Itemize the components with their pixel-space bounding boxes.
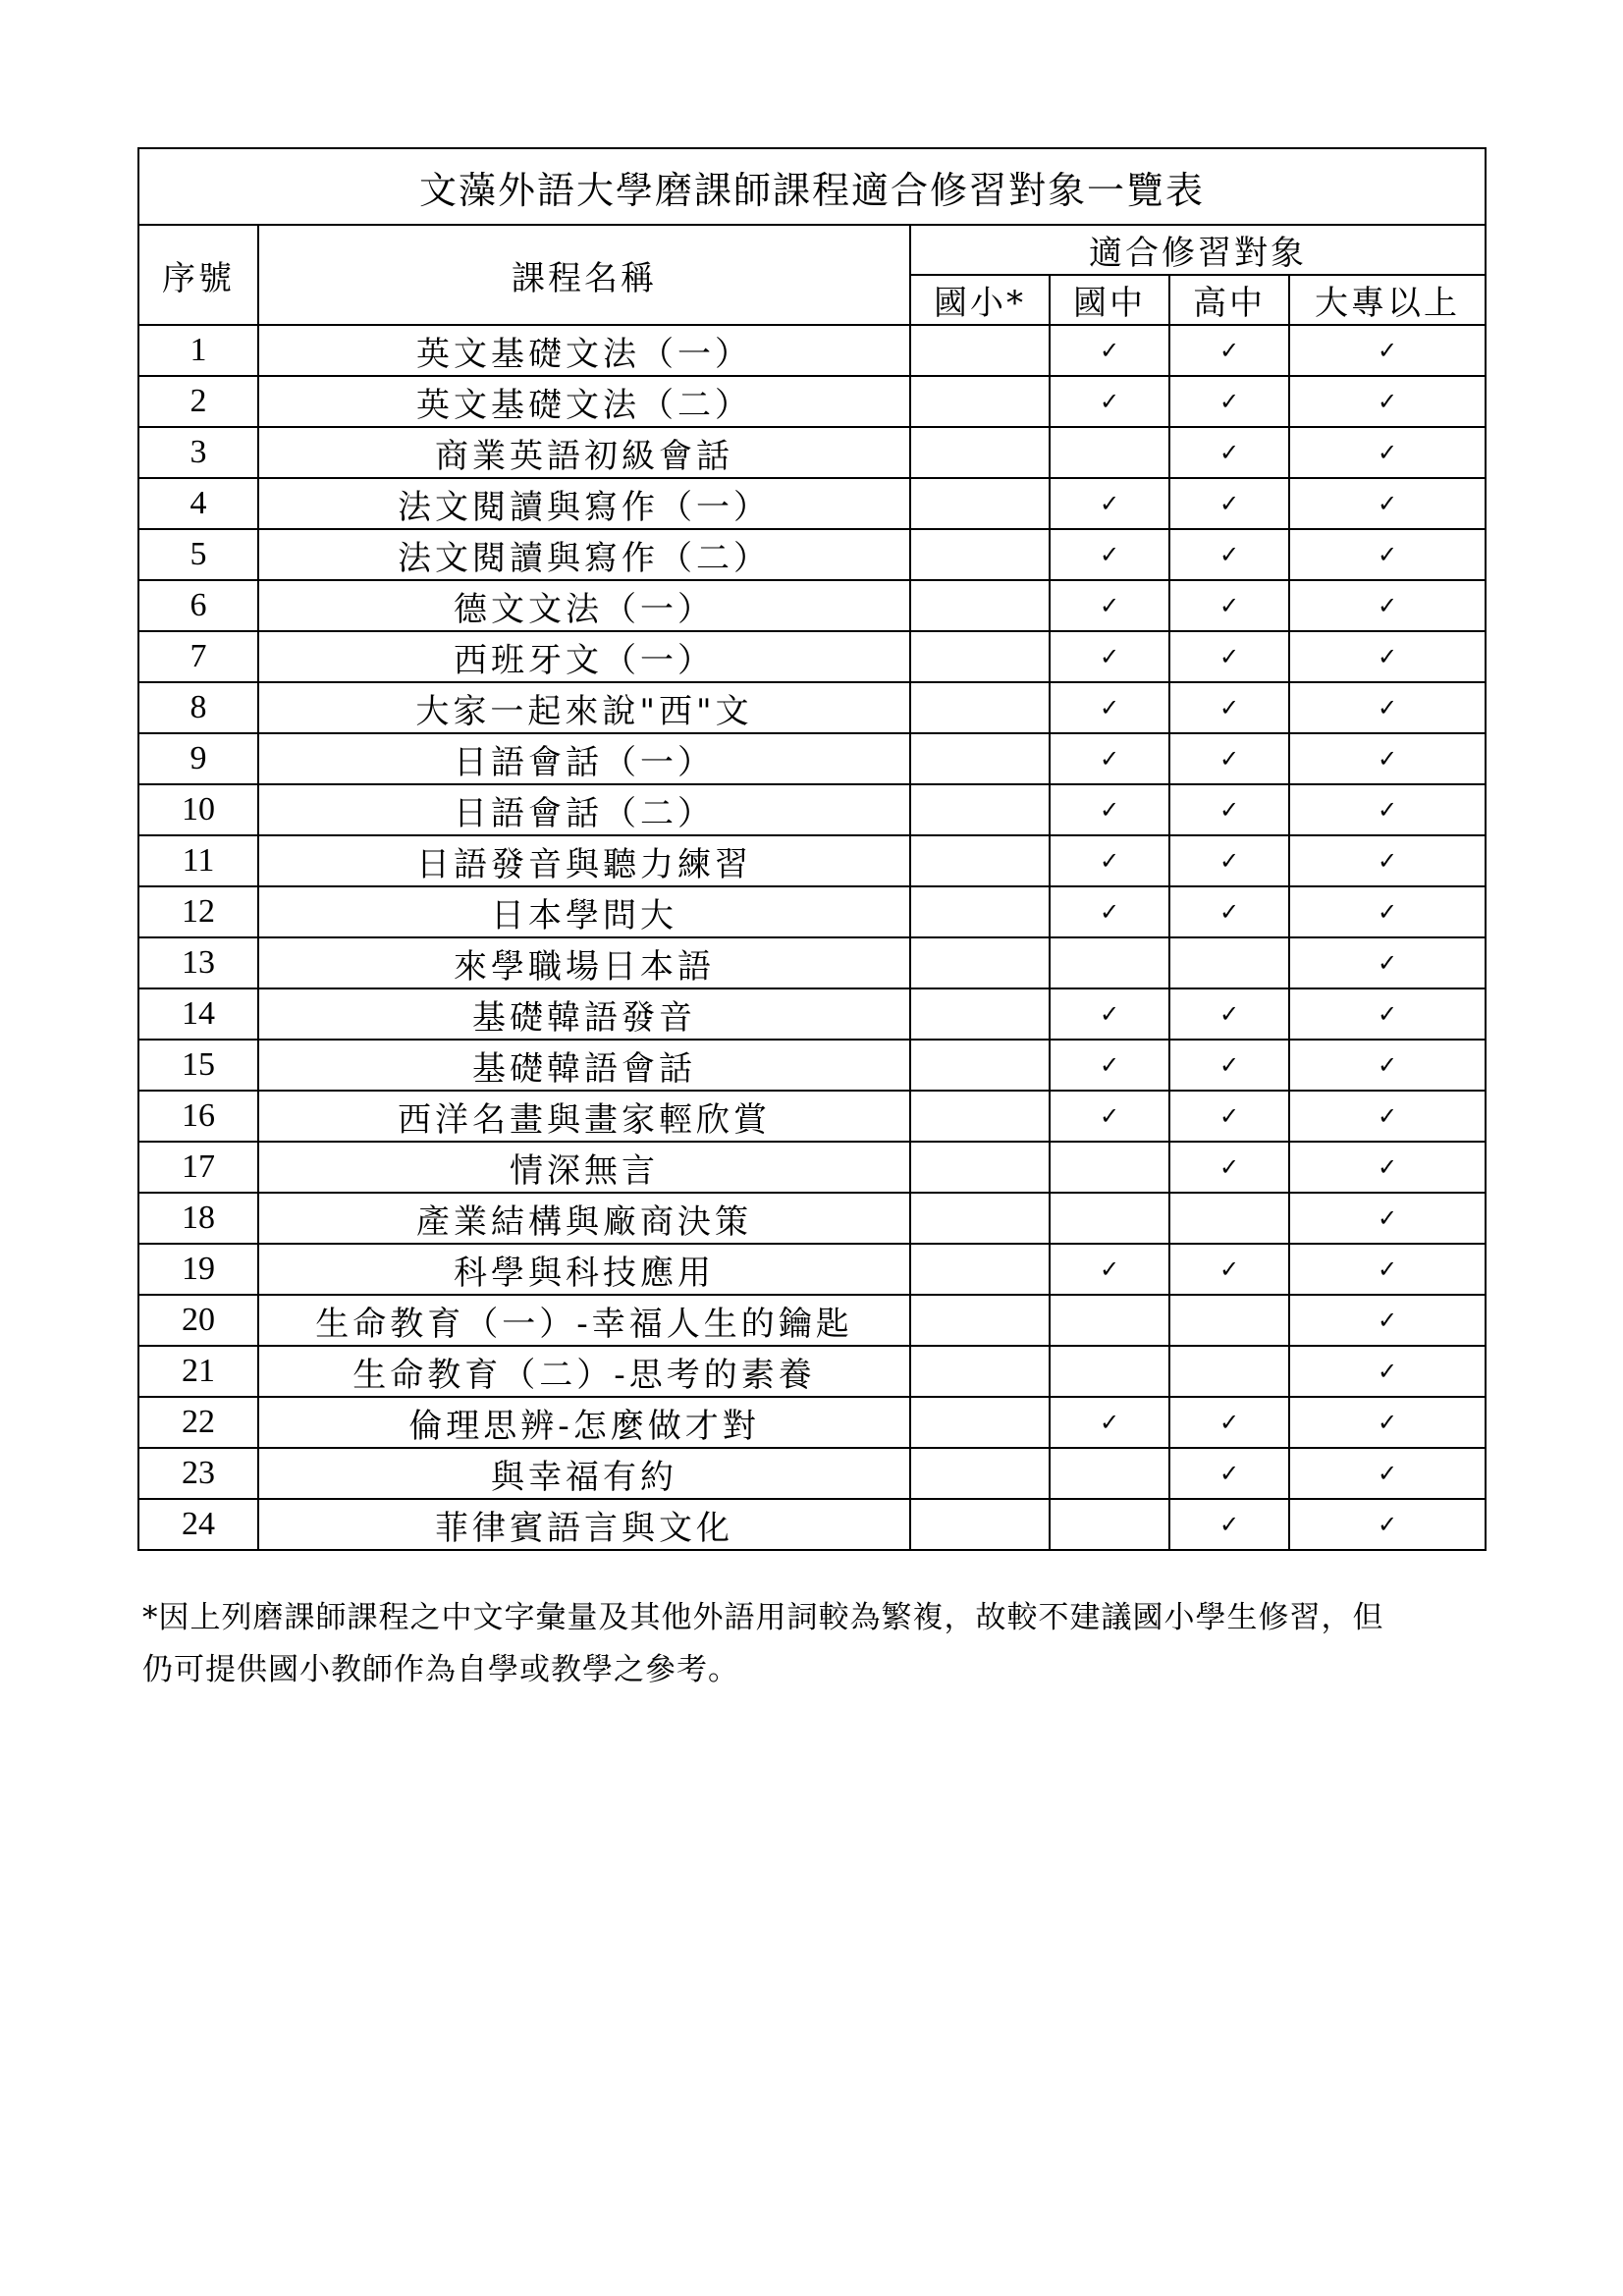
table-row: [138, 631, 1486, 682]
check-mark-icon: ✓: [1218, 541, 1240, 568]
check-mark-icon: ✓: [1218, 694, 1240, 721]
course-name: 日語會話（一）: [258, 733, 910, 784]
footnote: [142, 1592, 1488, 1696]
check-mark-icon: ✓: [1218, 745, 1240, 773]
course-number: 6: [138, 580, 258, 631]
course-name: 德文文法（一）: [258, 580, 910, 631]
check-mark-icon: ✓: [1218, 1102, 1240, 1130]
check-cell-elementary: [910, 937, 1050, 988]
check-cell-junior-high: [1050, 682, 1169, 733]
check-cell-senior-high: [1169, 1091, 1289, 1142]
header-junior-high: 國中: [1050, 275, 1169, 325]
check-mark-icon: ✓: [1099, 898, 1120, 926]
check-mark-icon: ✓: [1099, 337, 1120, 364]
check-cell-elementary: [910, 325, 1050, 376]
check-cell-elementary: [910, 1295, 1050, 1346]
table-row: [138, 682, 1486, 733]
course-name: 大家一起來說"西"文: [258, 682, 910, 733]
check-mark-icon: ✓: [1377, 1204, 1398, 1232]
course-number: 13: [138, 937, 258, 988]
course-audience-table: [137, 147, 1487, 1551]
check-cell-junior-high: [1050, 325, 1169, 376]
course-number: 2: [138, 376, 258, 427]
course-name: 西洋名畫與畫家輕欣賞: [258, 1091, 910, 1142]
check-cell-college: [1289, 937, 1486, 988]
check-cell-junior-high: [1050, 835, 1169, 886]
check-mark-icon: ✓: [1218, 1051, 1240, 1079]
check-mark-icon: ✓: [1377, 1000, 1398, 1028]
check-mark-icon: ✓: [1377, 847, 1398, 875]
check-cell-senior-high: [1169, 427, 1289, 478]
course-name: 西班牙文（一）: [258, 631, 910, 682]
check-cell-college: [1289, 529, 1486, 580]
check-cell-elementary: [910, 733, 1050, 784]
table-row: [138, 937, 1486, 988]
check-mark-icon: ✓: [1377, 1255, 1398, 1283]
check-mark-icon: ✓: [1218, 796, 1240, 824]
check-cell-college: [1289, 1499, 1486, 1550]
check-cell-college: [1289, 1040, 1486, 1091]
check-mark-icon: ✓: [1099, 1051, 1120, 1079]
check-cell-junior-high: [1050, 631, 1169, 682]
header-elementary: 國小*: [910, 275, 1050, 325]
check-mark-icon: ✓: [1377, 388, 1398, 415]
check-cell-senior-high: [1169, 1346, 1289, 1397]
check-cell-senior-high: [1169, 325, 1289, 376]
course-number: 7: [138, 631, 258, 682]
check-cell-elementary: [910, 1244, 1050, 1295]
check-mark-icon: ✓: [1377, 694, 1398, 721]
check-cell-elementary: [910, 631, 1050, 682]
check-cell-senior-high: [1169, 1397, 1289, 1448]
header-senior-high: 高中: [1169, 275, 1289, 325]
check-cell-elementary: [910, 886, 1050, 937]
check-cell-junior-high: [1050, 478, 1169, 529]
check-cell-junior-high: [1050, 376, 1169, 427]
course-number: 24: [138, 1499, 258, 1550]
course-name: 生命教育（二）-思考的素養: [258, 1346, 910, 1397]
check-cell-elementary: [910, 529, 1050, 580]
course-number: 4: [138, 478, 258, 529]
check-cell-junior-high: [1050, 1499, 1169, 1550]
course-number: 18: [138, 1193, 258, 1244]
table-row: [138, 478, 1486, 529]
table-row: [138, 1295, 1486, 1346]
check-cell-junior-high: [1050, 886, 1169, 937]
check-cell-junior-high: [1050, 784, 1169, 835]
check-cell-elementary: [910, 835, 1050, 886]
course-number: 19: [138, 1244, 258, 1295]
check-cell-senior-high: [1169, 1499, 1289, 1550]
table-row: [138, 1040, 1486, 1091]
check-mark-icon: ✓: [1377, 1051, 1398, 1079]
check-cell-college: [1289, 1193, 1486, 1244]
header-course-name: 課程名稱: [258, 225, 910, 325]
check-mark-icon: ✓: [1099, 745, 1120, 773]
table-row: [138, 1091, 1486, 1142]
course-name: 生命教育（一）-幸福人生的鑰匙: [258, 1295, 910, 1346]
check-cell-senior-high: [1169, 376, 1289, 427]
check-mark-icon: ✓: [1099, 541, 1120, 568]
check-mark-icon: ✓: [1218, 490, 1240, 517]
check-mark-icon: ✓: [1218, 592, 1240, 619]
check-cell-senior-high: [1169, 784, 1289, 835]
course-name: 菲律賓語言與文化: [258, 1499, 910, 1550]
check-mark-icon: ✓: [1377, 745, 1398, 773]
table-row: [138, 580, 1486, 631]
check-mark-icon: ✓: [1377, 949, 1398, 977]
check-cell-elementary: [910, 1193, 1050, 1244]
header-audience-group: 適合修習對象: [910, 225, 1486, 275]
table-title: 文藻外語大學磨課師課程適合修習對象一覽表: [138, 148, 1486, 225]
course-number: 3: [138, 427, 258, 478]
check-mark-icon: ✓: [1218, 1255, 1240, 1283]
check-cell-college: [1289, 427, 1486, 478]
course-name: 法文閱讀與寫作（一）: [258, 478, 910, 529]
check-cell-college: [1289, 1295, 1486, 1346]
check-mark-icon: ✓: [1099, 592, 1120, 619]
course-number: 12: [138, 886, 258, 937]
course-name: 日語發音與聽力練習: [258, 835, 910, 886]
table-row: [138, 1142, 1486, 1193]
course-name: 產業結構與廠商決策: [258, 1193, 910, 1244]
check-cell-senior-high: [1169, 529, 1289, 580]
table-row: [138, 1193, 1486, 1244]
check-mark-icon: ✓: [1218, 898, 1240, 926]
check-cell-senior-high: [1169, 886, 1289, 937]
table-row: [138, 988, 1486, 1040]
course-name: 情深無言: [258, 1142, 910, 1193]
course-number: 5: [138, 529, 258, 580]
table-row: [138, 1397, 1486, 1448]
check-cell-college: [1289, 1346, 1486, 1397]
check-cell-college: [1289, 1244, 1486, 1295]
table-row: [138, 835, 1486, 886]
check-mark-icon: ✓: [1099, 796, 1120, 824]
check-mark-icon: ✓: [1218, 1511, 1240, 1538]
check-mark-icon: ✓: [1099, 388, 1120, 415]
check-mark-icon: ✓: [1099, 1102, 1120, 1130]
check-mark-icon: ✓: [1099, 1409, 1120, 1436]
table-row: [138, 733, 1486, 784]
check-cell-college: [1289, 835, 1486, 886]
check-mark-icon: ✓: [1218, 1460, 1240, 1487]
check-mark-icon: ✓: [1377, 1307, 1398, 1334]
check-cell-elementary: [910, 427, 1050, 478]
table-row: [138, 886, 1486, 937]
check-mark-icon: ✓: [1218, 1000, 1240, 1028]
check-cell-junior-high: [1050, 1244, 1169, 1295]
check-cell-senior-high: [1169, 1142, 1289, 1193]
check-cell-college: [1289, 682, 1486, 733]
check-cell-junior-high: [1050, 1346, 1169, 1397]
course-name: 倫理思辨-怎麼做才對: [258, 1397, 910, 1448]
check-cell-senior-high: [1169, 478, 1289, 529]
course-name: 與幸福有約: [258, 1448, 910, 1499]
check-cell-junior-high: [1050, 1142, 1169, 1193]
check-cell-senior-high: [1169, 1448, 1289, 1499]
check-cell-elementary: [910, 1397, 1050, 1448]
check-cell-elementary: [910, 988, 1050, 1040]
check-mark-icon: ✓: [1377, 643, 1398, 670]
check-mark-icon: ✓: [1099, 1255, 1120, 1283]
check-cell-college: [1289, 1142, 1486, 1193]
footnote-line-1: *因上列磨課師課程之中文字彙量及其他外語用詞較為繁複，故較不建議國小學生修習，但: [142, 1600, 1384, 1635]
table-row: [138, 325, 1486, 376]
check-cell-junior-high: [1050, 580, 1169, 631]
check-cell-junior-high: [1050, 427, 1169, 478]
check-cell-college: [1289, 1397, 1486, 1448]
course-number: 9: [138, 733, 258, 784]
check-cell-college: [1289, 988, 1486, 1040]
check-cell-senior-high: [1169, 580, 1289, 631]
check-mark-icon: ✓: [1377, 1102, 1398, 1130]
check-cell-junior-high: [1050, 733, 1169, 784]
check-cell-college: [1289, 478, 1486, 529]
table-row: [138, 1499, 1486, 1550]
course-number: 1: [138, 325, 258, 376]
table-row: [138, 1244, 1486, 1295]
table-row: [138, 1448, 1486, 1499]
course-number: 10: [138, 784, 258, 835]
table-row: [138, 376, 1486, 427]
check-mark-icon: ✓: [1377, 1409, 1398, 1436]
course-name: 商業英語初級會話: [258, 427, 910, 478]
check-mark-icon: ✓: [1377, 439, 1398, 466]
check-cell-elementary: [910, 376, 1050, 427]
check-mark-icon: ✓: [1218, 1153, 1240, 1181]
check-cell-junior-high: [1050, 937, 1169, 988]
check-mark-icon: ✓: [1377, 592, 1398, 619]
course-number: 15: [138, 1040, 258, 1091]
check-mark-icon: ✓: [1377, 337, 1398, 364]
course-name: 英文基礎文法（二）: [258, 376, 910, 427]
check-cell-elementary: [910, 1346, 1050, 1397]
check-mark-icon: ✓: [1218, 1409, 1240, 1436]
check-cell-senior-high: [1169, 937, 1289, 988]
check-mark-icon: ✓: [1377, 541, 1398, 568]
check-mark-icon: ✓: [1099, 1000, 1120, 1028]
check-cell-elementary: [910, 1448, 1050, 1499]
check-cell-college: [1289, 325, 1486, 376]
check-cell-senior-high: [1169, 733, 1289, 784]
course-number: 16: [138, 1091, 258, 1142]
check-cell-college: [1289, 631, 1486, 682]
table-row: [138, 427, 1486, 478]
course-number: 8: [138, 682, 258, 733]
check-cell-elementary: [910, 1142, 1050, 1193]
check-cell-college: [1289, 886, 1486, 937]
check-cell-junior-high: [1050, 1193, 1169, 1244]
check-cell-senior-high: [1169, 1040, 1289, 1091]
course-number: 17: [138, 1142, 258, 1193]
check-cell-senior-high: [1169, 1193, 1289, 1244]
check-cell-junior-high: [1050, 1295, 1169, 1346]
course-name: 英文基礎文法（一）: [258, 325, 910, 376]
course-name: 基礎韓語發音: [258, 988, 910, 1040]
check-mark-icon: ✓: [1218, 388, 1240, 415]
check-cell-elementary: [910, 1091, 1050, 1142]
course-name: 來學職場日本語: [258, 937, 910, 988]
check-mark-icon: ✓: [1218, 643, 1240, 670]
table-row: [138, 784, 1486, 835]
check-cell-senior-high: [1169, 1244, 1289, 1295]
check-cell-college: [1289, 376, 1486, 427]
check-mark-icon: ✓: [1218, 337, 1240, 364]
check-cell-senior-high: [1169, 682, 1289, 733]
check-cell-senior-high: [1169, 631, 1289, 682]
course-number: 21: [138, 1346, 258, 1397]
check-cell-junior-high: [1050, 529, 1169, 580]
header-college: 大專以上: [1289, 275, 1486, 325]
check-cell-junior-high: [1050, 1397, 1169, 1448]
check-cell-senior-high: [1169, 988, 1289, 1040]
check-cell-junior-high: [1050, 988, 1169, 1040]
check-mark-icon: ✓: [1377, 1460, 1398, 1487]
check-cell-elementary: [910, 580, 1050, 631]
course-name: 日語會話（二）: [258, 784, 910, 835]
check-mark-icon: ✓: [1377, 490, 1398, 517]
check-cell-college: [1289, 580, 1486, 631]
check-cell-senior-high: [1169, 835, 1289, 886]
course-number: 23: [138, 1448, 258, 1499]
check-mark-icon: ✓: [1377, 1358, 1398, 1385]
check-cell-senior-high: [1169, 1295, 1289, 1346]
check-cell-college: [1289, 1091, 1486, 1142]
check-cell-junior-high: [1050, 1448, 1169, 1499]
check-mark-icon: ✓: [1377, 898, 1398, 926]
course-name: 基礎韓語會話: [258, 1040, 910, 1091]
course-number: 22: [138, 1397, 258, 1448]
check-mark-icon: ✓: [1099, 490, 1120, 517]
check-cell-college: [1289, 1448, 1486, 1499]
footnote-line-2: 仍可提供國小教師作為自學或教學之參考。: [142, 1652, 739, 1687]
course-number: 14: [138, 988, 258, 1040]
check-cell-college: [1289, 733, 1486, 784]
course-name: 科學與科技應用: [258, 1244, 910, 1295]
course-number: 20: [138, 1295, 258, 1346]
check-mark-icon: ✓: [1377, 1153, 1398, 1181]
table-row: [138, 1346, 1486, 1397]
check-cell-elementary: [910, 478, 1050, 529]
check-mark-icon: ✓: [1218, 847, 1240, 875]
check-cell-elementary: [910, 1499, 1050, 1550]
course-rows: [138, 325, 1486, 1550]
header-number: 序號: [138, 225, 258, 325]
check-cell-elementary: [910, 784, 1050, 835]
table-row: [138, 529, 1486, 580]
check-mark-icon: ✓: [1218, 439, 1240, 466]
course-name: 日本學問大: [258, 886, 910, 937]
check-mark-icon: ✓: [1099, 694, 1120, 721]
course-number: 11: [138, 835, 258, 886]
check-mark-icon: ✓: [1377, 1511, 1398, 1538]
check-cell-junior-high: [1050, 1091, 1169, 1142]
check-cell-elementary: [910, 682, 1050, 733]
check-cell-elementary: [910, 1040, 1050, 1091]
check-mark-icon: ✓: [1377, 796, 1398, 824]
check-mark-icon: ✓: [1099, 847, 1120, 875]
check-cell-junior-high: [1050, 1040, 1169, 1091]
check-mark-icon: ✓: [1099, 643, 1120, 670]
course-name: 法文閱讀與寫作（二）: [258, 529, 910, 580]
check-cell-college: [1289, 784, 1486, 835]
